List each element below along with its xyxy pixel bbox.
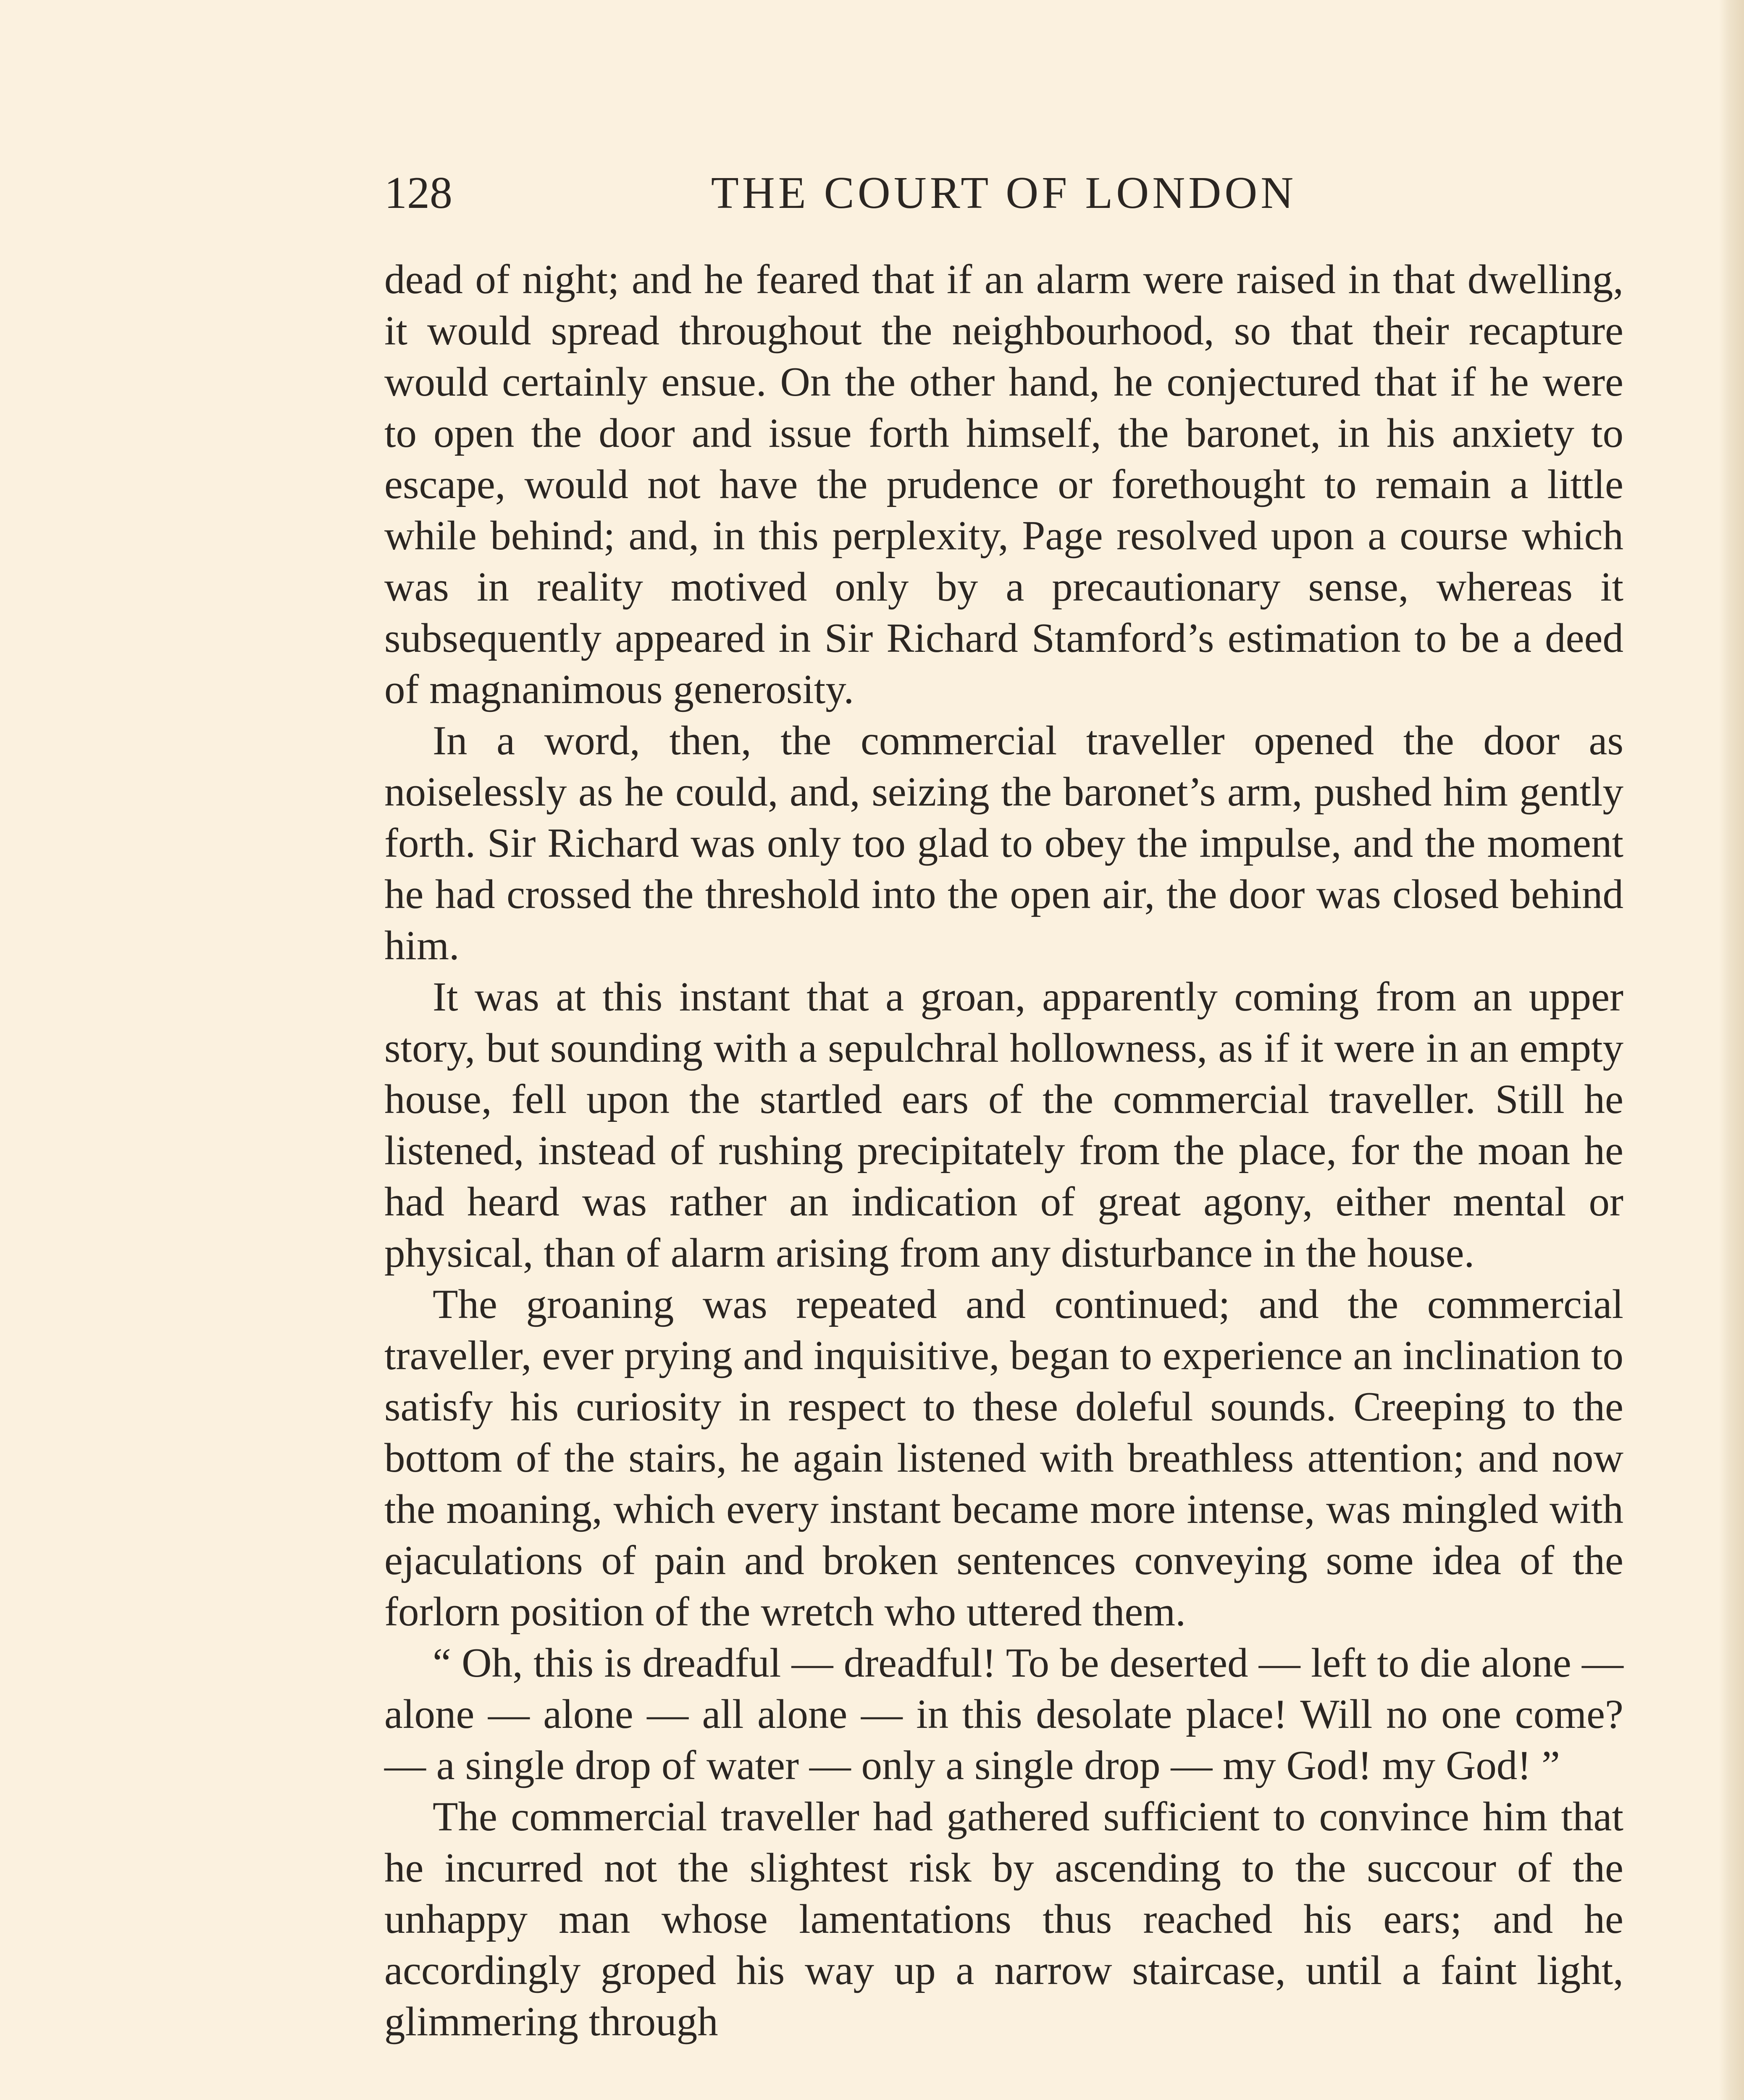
paragraph: The groaning was repeated and continued; and the commercial traveller, ever prying and inquisitive, began to experience an inclination to satisfy his curiosity in respect to these doleful sounds. Creeping to the bottom of the stairs, he again listened with breathless attention; and now the moaning, which every instant became more intense, was mingled with ejaculations of pain and broken sentences conveying some idea of the forlorn position of the wretch who uttered them. [384,1281,1623,1635]
running-head: THE COURT OF LONDON [711,168,1297,218]
paragraph: The commercial traveller had gathered sufficient to convince him that he incurred not the slightest risk by ascending to the succour of the unhappy man whose lamentations thus reached his ears; and he accordingly groped his way up a narrow staircase, until a faint light, glimmering through [384,1794,1623,2045]
paragraph: In a word, then, the commercial traveller opened the door as noiselessly as he could, and, seizing the baronet’s arm, pushed him gently forth. Sir Richard was only too glad to obey the impulse, and the moment he had crossed the threshold into the open air, the door was closed behind him. [384,718,1623,969]
page-edge-shadow [1719,0,1744,2100]
body-text [384,254,1623,2048]
quoted-speech-paragraph: “ Oh, this is dreadful — dreadful! To be deserted — left to die alone — alone — alone — all alone — in this desolate place! Will no one come? — a single drop of water — only a single drop — my God! my God! ” [384,1640,1623,1788]
paragraph: It was at this instant that a groan, apparently coming from an upper story, but sounding with a sepulchral hollowness, as if it were in an empty house, fell upon the startled ears of the commercial traveller. Still he listened, instead of rushing precipitately from the place, for the moan he had heard was rather an indication of great agony, either mental or physical, than of alarm arising from any disturbance in the house. [384,974,1623,1276]
paragraph-continued: dead of night; and he feared that if an alarm were raised in that dwelling, it would spread throughout the neighbourhood, so that their recapture would certainly ensue. On the other hand, he conjectured that if he were to open the door and issue forth himself, the baronet, in his anxiety to escape, would not have the prudence or forethought to remain a little while behind; and, in this perplexity, Page resolved upon a course which was in reality motived only by a precautionary sense, whereas it subsequently appeared in Sir Richard Stamford’s estimation to be a deed of magnanimous generosity. [384,257,1623,712]
page-number: 128 [384,168,452,218]
page-header [384,164,1623,223]
